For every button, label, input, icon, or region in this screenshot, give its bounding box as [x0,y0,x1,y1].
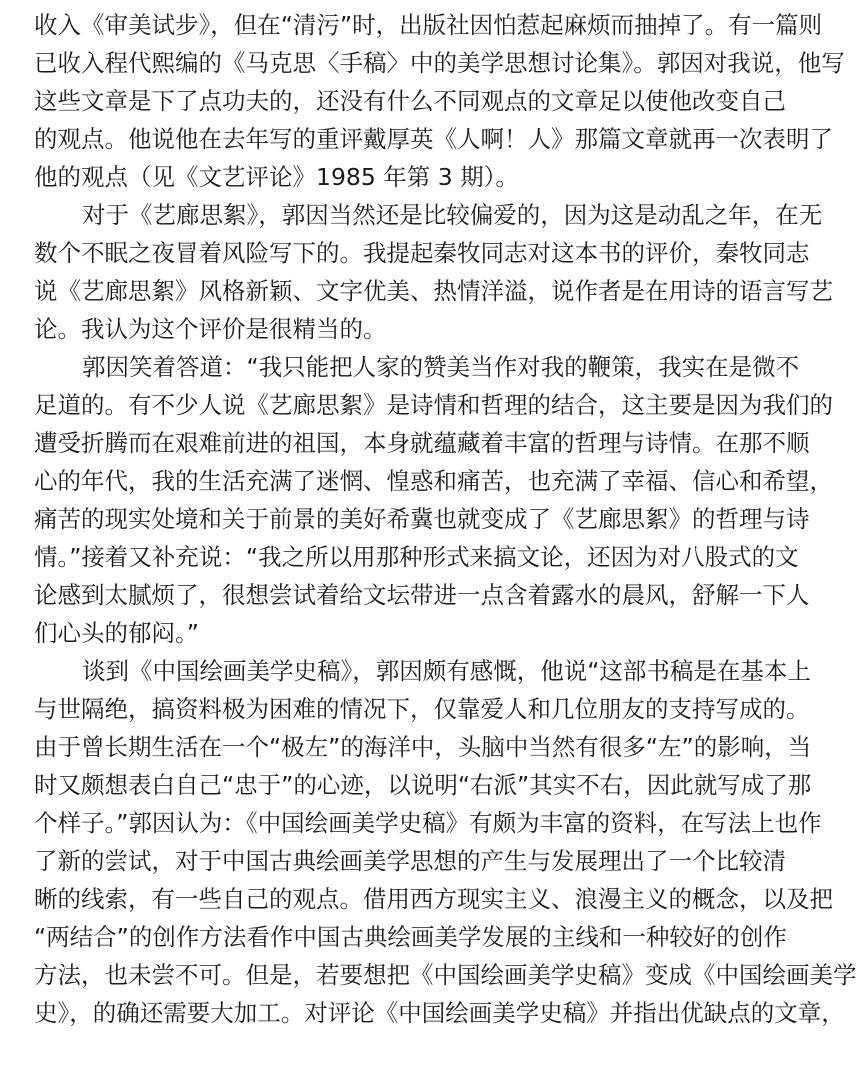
text-line: 他的观点（见《文艺评论》1985 年第 3 期）。 [34,163,519,191]
text-line: 这些文章是下了点功夫的，还没有什么不同观点的文章足以使他改变自己 [34,87,786,115]
text-line: 由于曾长期生活在一个“极左”的海洋中，头脑中当然有很多“左”的影响，当 [34,733,812,761]
paragraph-first-line: 郭因笑着答道：“我只能把人家的赞美当作对我的鞭策，我实在是微不 [82,353,800,381]
text-line: 论。我认为这个评价是很精当的。 [34,315,387,343]
text-line: 方法，也未尝不可。但是，若要想把《中国绘画美学史稿》变成《中国绘画美学 [34,961,857,989]
text-line: 论感到太腻烦了，很想尝试着给文坛带进一点含着露水的晨风，舒解一下人 [34,581,810,609]
text-line: 心的年代，我的生活充满了迷惘、惶惑和痛苦，也充满了幸福、信心和希望， [34,467,833,495]
text-line: 遭受折腾而在艰难前进的祖国，本身就蕴藏着丰富的哲理与诗情。在那不顺 [34,429,810,457]
text-line: 的观点。他说他在去年写的重评戴厚英《人啊！人》那篇文章就再一次表明了 [34,125,833,153]
text-line: 与世隔绝，搞资料极为困难的情况下，仅靠爱人和几位朋友的支持写成的。 [34,695,810,723]
text-line: 痛苦的现实处境和关于前景的美好希冀也就变成了《艺廊思絮》的哲理与诗 [34,505,810,533]
text-line: 史》，的确还需要大加工。对评论《中国绘画美学史稿》并指出优缺点的文章， [34,999,845,1027]
text-line: 晰的线索，有一些自己的观点。借用西方现实主义、浪漫主义的概念，以及把 [34,885,833,913]
text-line: 个样子。”郭因认为：《中国绘画美学史稿》有颇为丰富的资料，在写法上也作 [34,809,822,837]
text-line: 们心头的郁闷。” [34,619,199,647]
text-line: 收入《审美试步》，但在“清污”时，出版社因怕惹起麻烦而抽掉了。有一篇则 [34,11,823,39]
paragraph-first-line: 谈到《中国绘画美学史稿》，郭因颇有感慨，他说“这部书稿是在基本上 [82,657,811,685]
text-line: 足道的。有不少人说《艺廊思絮》是诗情和哲理的结合，这主要是因为我们的 [34,391,833,419]
text-line: 时又颇想表白自己“忠于”的心迹，以说明“右派”其实不右，因此就写成了那 [34,771,812,799]
text-line: 数个不眠之夜冒着风险写下的。我提起秦牧同志对这本书的评价，秦牧同志 [34,239,810,267]
text-line: 了新的尝试，对于中国古典绘画美学思想的产生与发展理出了一个比较清 [34,847,786,875]
text-line: 说《艺廊思絮》风格新颖、文字优美、热情洋溢，说作者是在用诗的语言写艺 [34,277,833,305]
text-line: 已收入程代熙编的《马克思〈手稿〉中的美学思想讨论集》。郭因对我说，他写 [34,49,845,77]
paragraph-first-line: 对于《艺廊思絮》，郭因当然还是比较偏爱的，因为这是动乱之年，在无 [82,201,823,229]
text-line: 情。”接着又补充说：“我之所以用那种形式来搞文论，还因为对八股式的文 [34,543,799,571]
text-line: “两结合”的创作方法看作中国古典绘画美学发展的主线和一种较好的创作 [34,923,787,951]
